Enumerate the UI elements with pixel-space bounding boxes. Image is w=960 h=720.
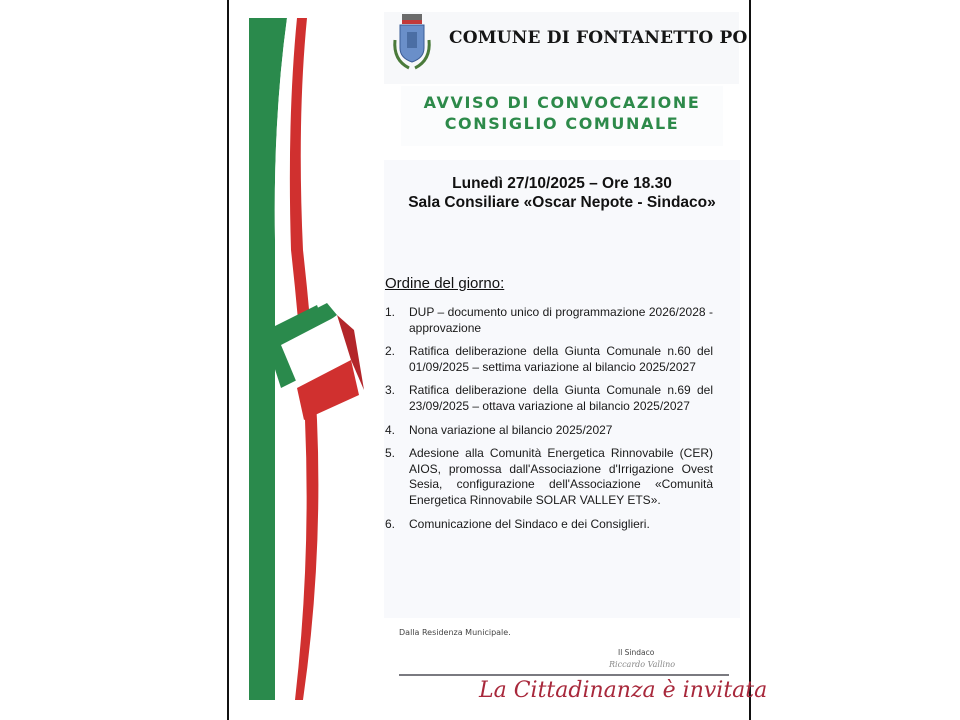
agenda-item-number: 6. <box>385 516 396 531</box>
agenda-heading: Ordine del giorno: <box>385 275 505 292</box>
agenda-item <box>385 383 713 414</box>
agenda-item <box>385 305 713 336</box>
notice-title-line2: CONSIGLIO COMUNALE <box>444 114 680 133</box>
agenda-list <box>385 305 713 540</box>
agenda-item-text: Nona variazione al bilancio 2025/2027 <box>409 422 613 437</box>
agenda-item-number: 5. <box>385 446 396 461</box>
meeting-venue: Sala Consiliare «Oscar Nepote - Sindaco» <box>408 194 716 211</box>
agenda-item-text: Adesione alla Comunità Energetica Rinnovabile (CER) AIOS, promossa dall'Associazione d'Irrigazione Ovest Sesia, configurazione dell'Associazione «Comunità Energetica Rinnovabile SOLAR VALLEY ETS». <box>409 446 713 507</box>
agenda-item-text: Comunicazione del Sindaco e dei Consiglieri. <box>409 516 650 531</box>
agenda-item-number: 4. <box>385 422 396 437</box>
agenda-item <box>385 344 713 375</box>
agenda-item-number: 2. <box>385 344 396 359</box>
agenda-item <box>385 423 713 439</box>
agenda-item-number: 1. <box>385 305 396 319</box>
agenda-item-text: Ratifica deliberazione della Giunta Comunale n.60 del 01/09/2025 – settima variazione al bilancio 2025/2027 <box>409 344 713 374</box>
meeting-datetime: Lunedì 27/10/2025 – Ore 18.30 <box>452 175 672 192</box>
agenda-item <box>385 446 713 508</box>
issued-from: Dalla Residenza Municipale. <box>399 628 511 637</box>
agenda-item <box>385 517 713 533</box>
signer-role: Il Sindaco <box>618 648 655 657</box>
header-banner <box>384 12 739 84</box>
notice-title-line1: AVVISO DI CONVOCAZIONE <box>423 93 701 112</box>
footer-divider <box>399 674 729 676</box>
invitation-text: La Cittadinanza è invitata <box>479 678 768 703</box>
mayor-signature: Riccardo Vallino <box>609 660 676 669</box>
agenda-item-number: 3. <box>385 383 396 398</box>
italian-flag-ribbon-decoration <box>229 0 389 720</box>
notice-page <box>227 0 768 720</box>
agenda-item-text: Ratifica deliberazione della Giunta Comunale n.69 del 23/09/2025 – ottava variazione al bilancio 2025/2027 <box>409 383 713 413</box>
agenda-item-text: DUP – documento unico di programmazione 2026/2028 - approvazione <box>409 305 713 335</box>
municipality-name: COMUNE DI FONTANETTO PO <box>449 28 748 48</box>
municipal-coat-of-arms-icon <box>389 10 435 76</box>
